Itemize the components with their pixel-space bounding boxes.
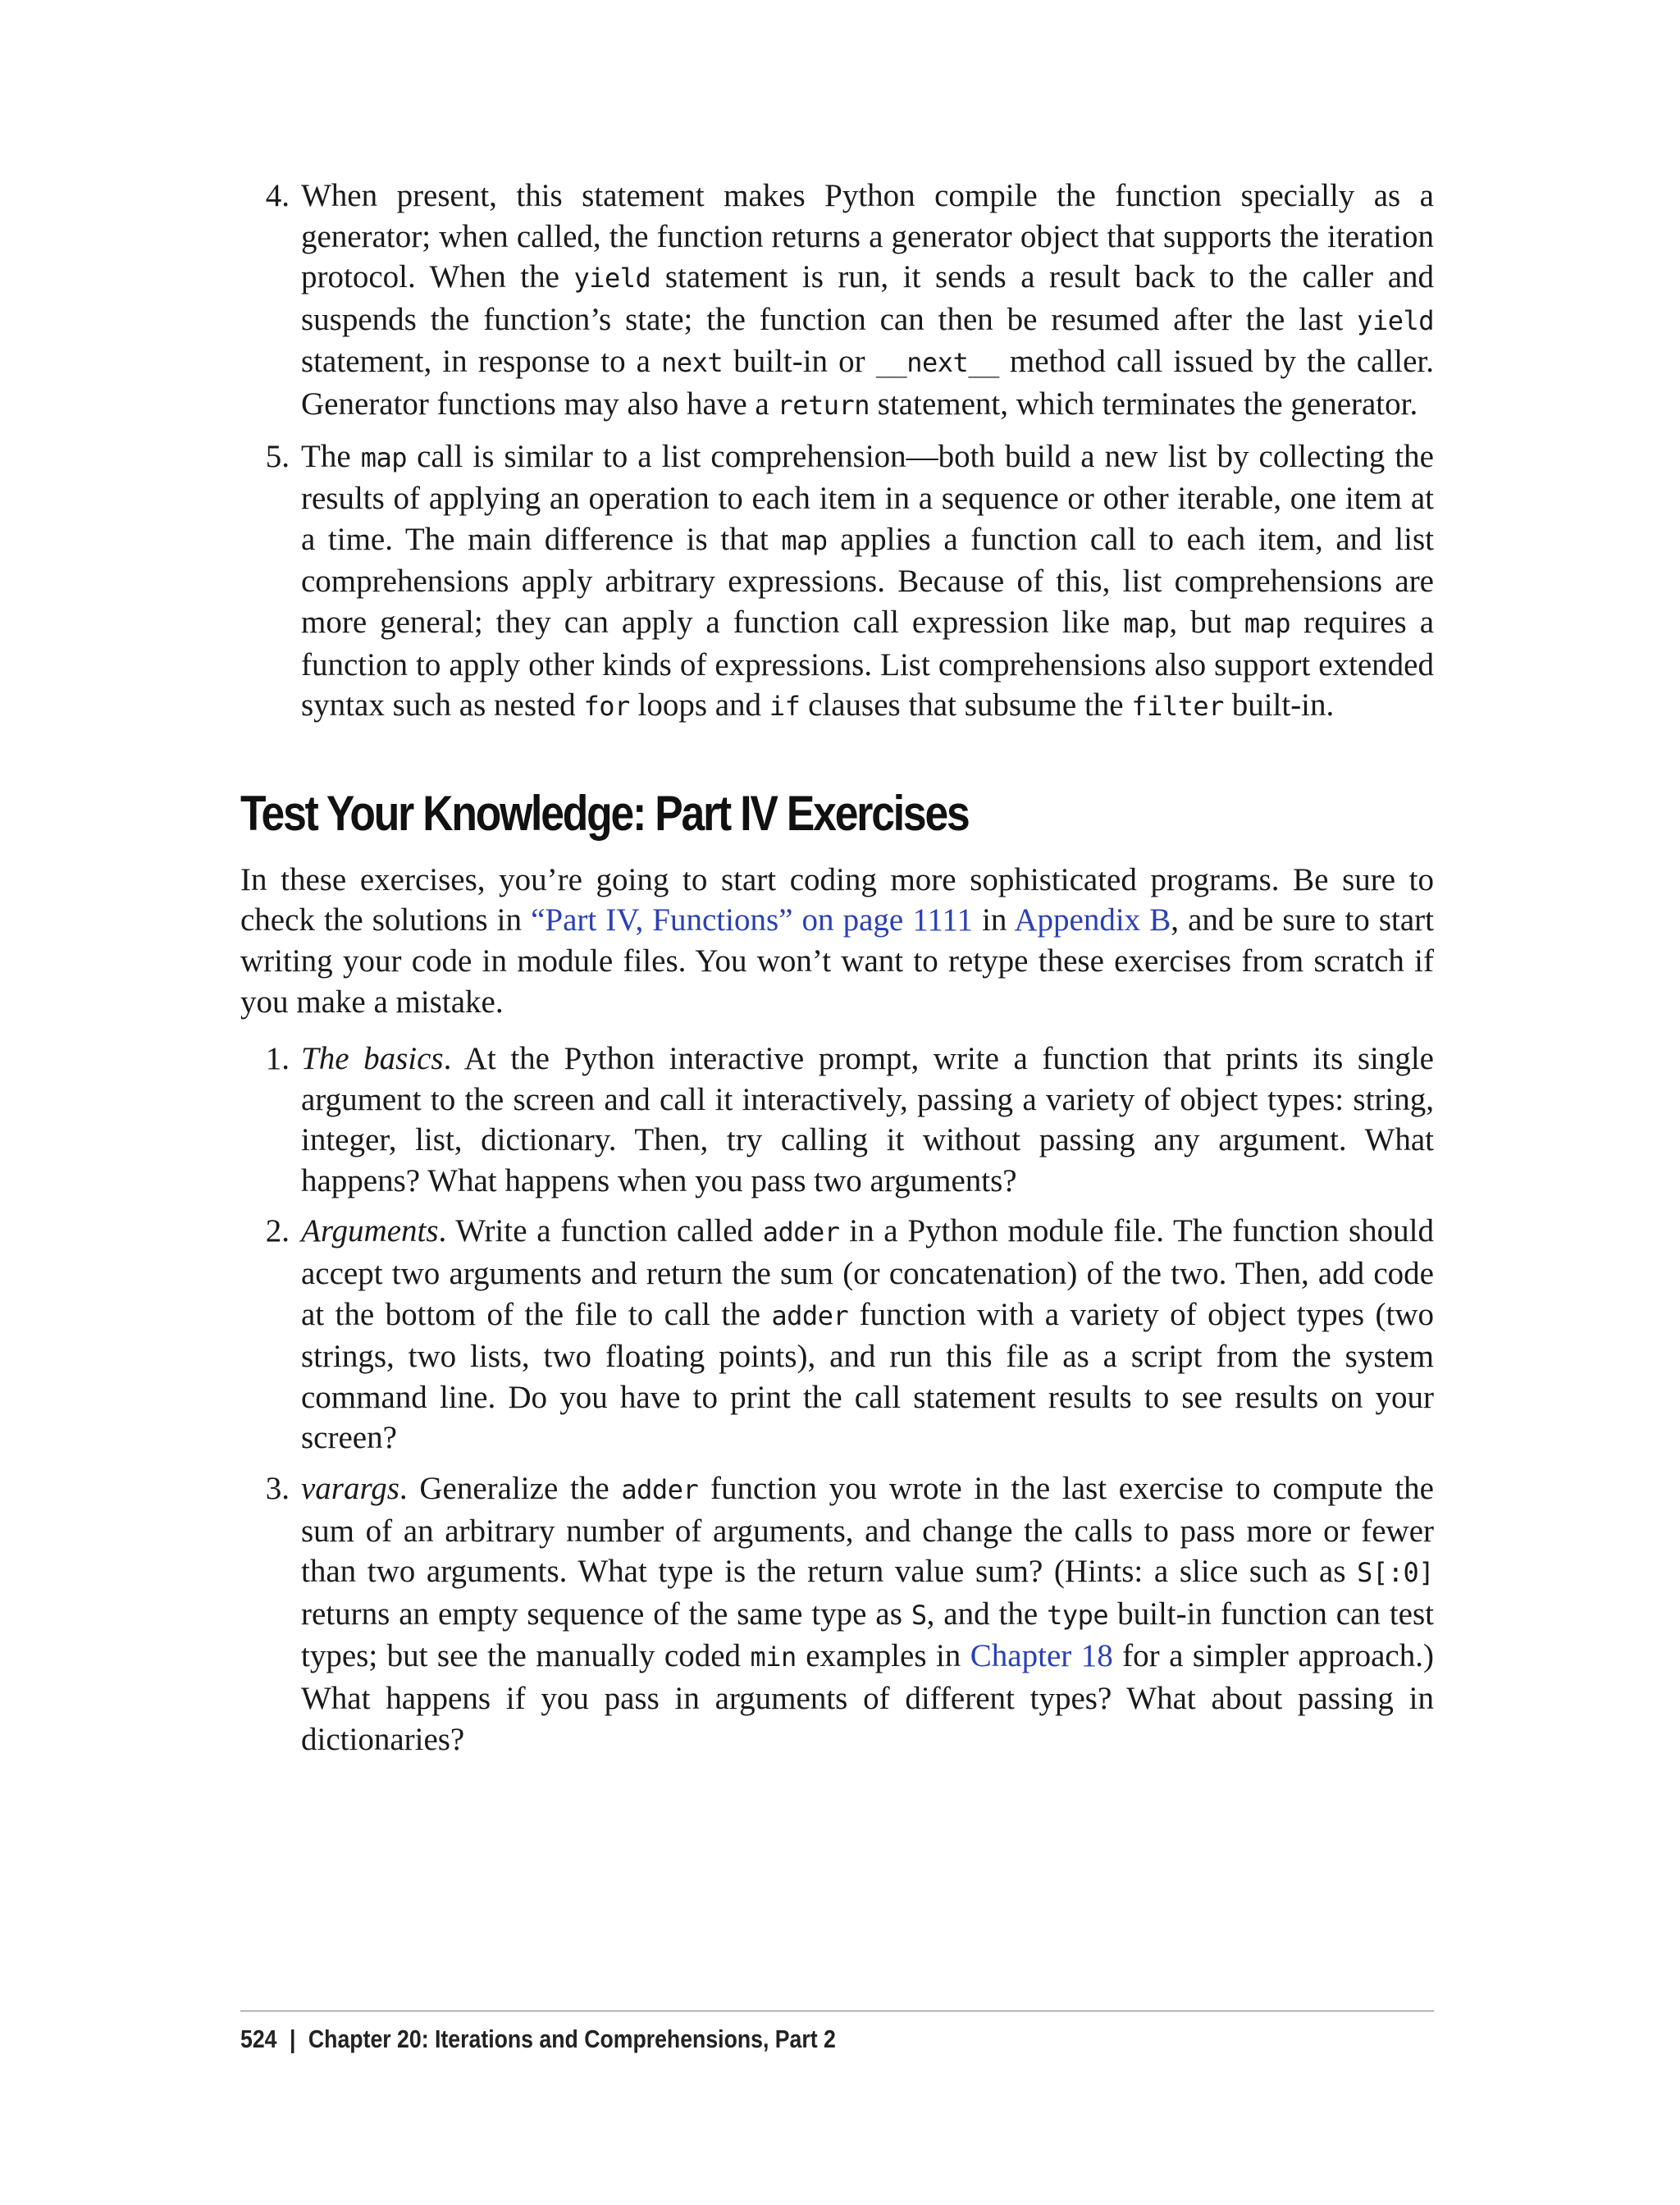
text-run: statement, in response to a [301, 344, 662, 380]
italic-term: The basics [301, 1041, 444, 1077]
inline-code: adder [762, 1217, 840, 1249]
text-run: built-in. [1223, 687, 1335, 724]
inline-code: filter [1131, 691, 1224, 723]
section-title: Test Your Knowledge: Part IV Exercises [240, 785, 969, 841]
item-number: 5. [265, 438, 290, 474]
text-run: for a simpler approach.) What happens if you pass in arguments of different types? What about passing in dictionaries? [301, 1638, 1434, 1757]
inline-code: adder [621, 1474, 699, 1506]
text-run: in a Python module file. The function should accept two arguments and return the sum (or concatenation) of the two. Then, add code at the bottom of the file to call the [301, 1213, 1434, 1332]
item-number: 3. [265, 1471, 290, 1507]
text-run: in [972, 902, 1015, 938]
text-run: function with a variety of object types (two strings, two lists, two floating points), and run this file as a script from the system command line. Do you have to print the call statement results to see results on your screen? [301, 1296, 1435, 1456]
inline-code: yield [573, 262, 651, 294]
text-run: returns an empty sequence of the same type as [301, 1596, 911, 1632]
answer-item [240, 436, 1434, 728]
text-run: built-in function can test types; but see the manually coded [301, 1596, 1434, 1674]
text-run: statement, which terminates the generator. [870, 386, 1418, 422]
text-run: . At the Python interactive prompt, write a function that prints its single argument to the screen and call it interactively, passing a variety of object types: string, integer, list, dictionary. Then, try calling it without passing any argument. What happens? What happens when you pass two arguments? [301, 1041, 1434, 1198]
intro-paragraph [240, 860, 1434, 1022]
item-number: 2. [265, 1213, 290, 1249]
inline-code: map [1244, 607, 1291, 639]
chapter-title: Chapter 20: Iterations and Comprehensions, Part 2 [308, 2025, 836, 2053]
inline-code: adder [771, 1299, 849, 1331]
text-run: loops and [629, 687, 769, 724]
cross-reference-link[interactable]: Chapter 18 [970, 1638, 1113, 1674]
text-run: , and be sure to start writing your code in module files. You won’t want to retype these exercises from scratch if you make a mistake. [240, 902, 1435, 1020]
item-number: 1. [265, 1041, 290, 1077]
page-footer [240, 2025, 836, 2054]
answer-list [240, 176, 1434, 728]
inline-code: return [777, 389, 870, 421]
text-run: , but [1169, 604, 1244, 640]
inline-code: if [769, 691, 801, 723]
exercise-list [240, 1039, 1434, 1760]
exercise-item [240, 1211, 1434, 1459]
answer-item [240, 176, 1434, 427]
inline-code: S[:0] [1357, 1557, 1434, 1589]
page-body [240, 176, 1434, 1769]
italic-term: varargs [301, 1471, 399, 1507]
page-number: 524 [240, 2025, 277, 2053]
inline-code: yield [1357, 304, 1434, 336]
text-run: . Write a function called [438, 1213, 763, 1249]
footer-separator: | [289, 2025, 296, 2053]
item-number: 4. [265, 178, 290, 213]
text-run: The [301, 438, 361, 474]
text-run: requires a function to apply other kinds of expressions. List comprehensions also support extended syntax such as nested [301, 604, 1435, 724]
inline-code: for [583, 691, 630, 723]
inline-code: next [661, 347, 724, 379]
text-run: In these exercises, you’re going to start coding more sophisticated programs. Be sure to check the solutions in [240, 861, 1434, 938]
inline-code: map [360, 441, 407, 473]
text-run: statement is run, it sends a result back to the caller and suspends the function’s state; the function can then be resumed after the last [301, 259, 1434, 337]
inline-code: map [1123, 607, 1170, 639]
text-run: When present, this statement makes Python compile the function specially as a generator; when called, the function returns a generator object that supports the iteration protocol. When the [301, 178, 1434, 295]
text-run: built-in or [723, 344, 876, 380]
inline-code: __next__ [875, 347, 999, 379]
inline-code: map [781, 524, 828, 556]
inline-code: type [1047, 1599, 1109, 1631]
text-run: call is similar to a list comprehension—both build a new list by collecting the results of applying an operation to each item in a sequence or other iterable, one item at a time. The main difference is that [301, 438, 1434, 557]
text-run: function you wrote in the last exercise to compute the sum of an arbitrary number of arguments, and change the calls to pass more or fewer than two arguments. What type is the return value sum? (Hints: a slice such as [301, 1471, 1434, 1590]
text-run: applies a function call to each item, and list comprehensions apply arbitrary expressions. Because of this, list comprehensions are more general; they can apply a function call expression like [301, 521, 1434, 640]
text-run: . Generalize the [399, 1471, 622, 1507]
text-run: examples in [796, 1638, 970, 1674]
text-run: method call issued by the caller. Generator functions may also have a [301, 344, 1434, 422]
cross-reference-link[interactable]: “Part IV, Functions” on page 1111 [531, 902, 973, 938]
italic-term: Arguments [301, 1213, 439, 1249]
inline-code: min [750, 1641, 797, 1673]
text-run: , and the [926, 1596, 1048, 1632]
cross-reference-link[interactable]: Appendix B [1014, 902, 1171, 938]
text-run: clauses that subsume the [800, 687, 1132, 724]
exercise-item [240, 1039, 1434, 1201]
inline-code: S [911, 1599, 927, 1631]
exercise-item [240, 1468, 1434, 1760]
